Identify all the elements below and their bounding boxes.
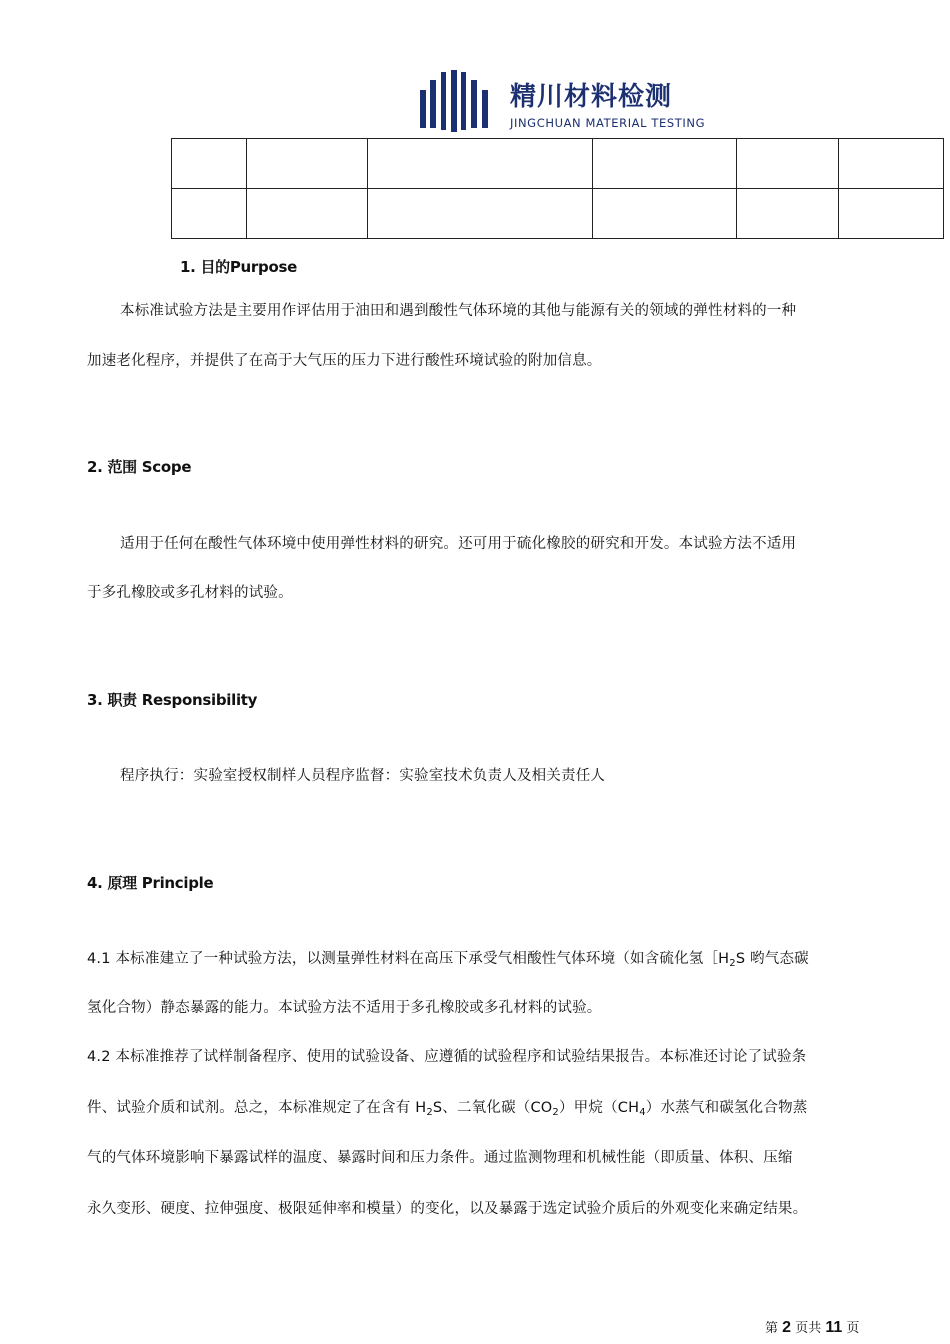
text-run: 件、试验介质和试剂。总之，本标准规定了在含有 H <box>87 1100 427 1116</box>
paragraph-line <box>87 1096 807 1118</box>
paragraph-line: 程序执行：实验室授权制样人员程序监督：实验室技术负责人及相关责任人 <box>120 768 606 784</box>
paragraph-line: 永久变形、硬度、拉伸强度、极限延伸率和模量）的变化，以及暴露于选定试验介质后的外观变化来确定结果。 <box>87 1201 808 1217</box>
paragraph-line: 气的气体环境影响下暴露试样的温度、暴露时间和压力条件。通过监测物理和机械性能（即质量、体积、压缩 <box>87 1150 793 1166</box>
page-number-footer <box>765 1317 859 1337</box>
table-cell <box>839 189 944 239</box>
logo-name-cn: 精川材料检测 <box>510 82 673 112</box>
table-cell <box>737 189 839 239</box>
section-heading-scope: 2. 范围 Scope <box>87 458 192 476</box>
footer-middle: 页共 <box>795 1321 822 1336</box>
table-cell <box>172 189 247 239</box>
table-cell <box>247 189 368 239</box>
text-run: 4.1 本标准建立了一种试验方法，以测量弹性材料在高压下承受气相酸性气体环境（如含硫化氢［H <box>87 951 730 967</box>
section-heading-principle: 4. 原理 Principle <box>87 874 214 892</box>
table-cell <box>368 189 593 239</box>
current-page: 2 <box>782 1319 792 1336</box>
subscript: 4 <box>639 1107 646 1118</box>
company-logo <box>416 70 716 132</box>
table-cell <box>247 139 368 189</box>
table-cell <box>172 139 247 189</box>
table-cell <box>593 189 737 239</box>
paragraph-line: 于多孔橡胶或多孔材料的试验。 <box>87 585 293 601</box>
footer-prefix: 第 <box>765 1321 779 1336</box>
total-pages: 11 <box>825 1319 843 1336</box>
table-cell <box>839 139 944 189</box>
text-run: S、二氧化碳（CO <box>432 1100 553 1116</box>
paragraph-line <box>87 947 809 969</box>
table-row <box>172 189 944 239</box>
section-heading-purpose: 1. 目的Purpose <box>180 258 297 276</box>
footer-suffix: 页 <box>846 1321 860 1336</box>
paragraph-line: 适用于任何在酸性气体环境中使用弹性材料的研究。还可用于硫化橡胶的研究和开发。本试验方法不适用 <box>120 536 797 552</box>
table-cell <box>593 139 737 189</box>
text-run: ）水蒸气和碳氢化合物蒸 <box>645 1100 808 1116</box>
text-run: ）甲烷（CH <box>558 1100 640 1116</box>
jingchuan-logo-icon <box>416 70 498 132</box>
paragraph-line: 本标准试验方法是主要用作评估用于油田和遇到酸性气体环境的其他与能源有关的领域的弹性材料的一种 <box>120 303 797 319</box>
table-cell <box>737 139 839 189</box>
table-cell <box>368 139 593 189</box>
subscript: 2 <box>552 1107 559 1118</box>
table-row <box>172 139 944 189</box>
header-table <box>171 138 944 239</box>
paragraph-line: 氢化合物）静态暴露的能力。本试验方法不适用于多孔橡胶或多孔材料的试验。 <box>87 1000 602 1016</box>
subscript: 2 <box>729 958 736 969</box>
subscript: 2 <box>426 1107 433 1118</box>
logo-name-en: JINGCHUAN MATERIAL TESTING <box>510 116 706 130</box>
paragraph-line: 4.2 本标准推荐了试样制备程序、使用的试验设备、应遵循的试验程序和试验结果报告。本标准还讨论了试验条 <box>87 1049 807 1065</box>
paragraph-line: 加速老化程序，并提供了在高于大气压的压力下进行酸性环境试验的附加信息。 <box>87 353 602 369</box>
text-run: S 哟气态碳 <box>735 951 809 967</box>
section-heading-responsibility: 3. 职责 Responsibility <box>87 691 258 709</box>
